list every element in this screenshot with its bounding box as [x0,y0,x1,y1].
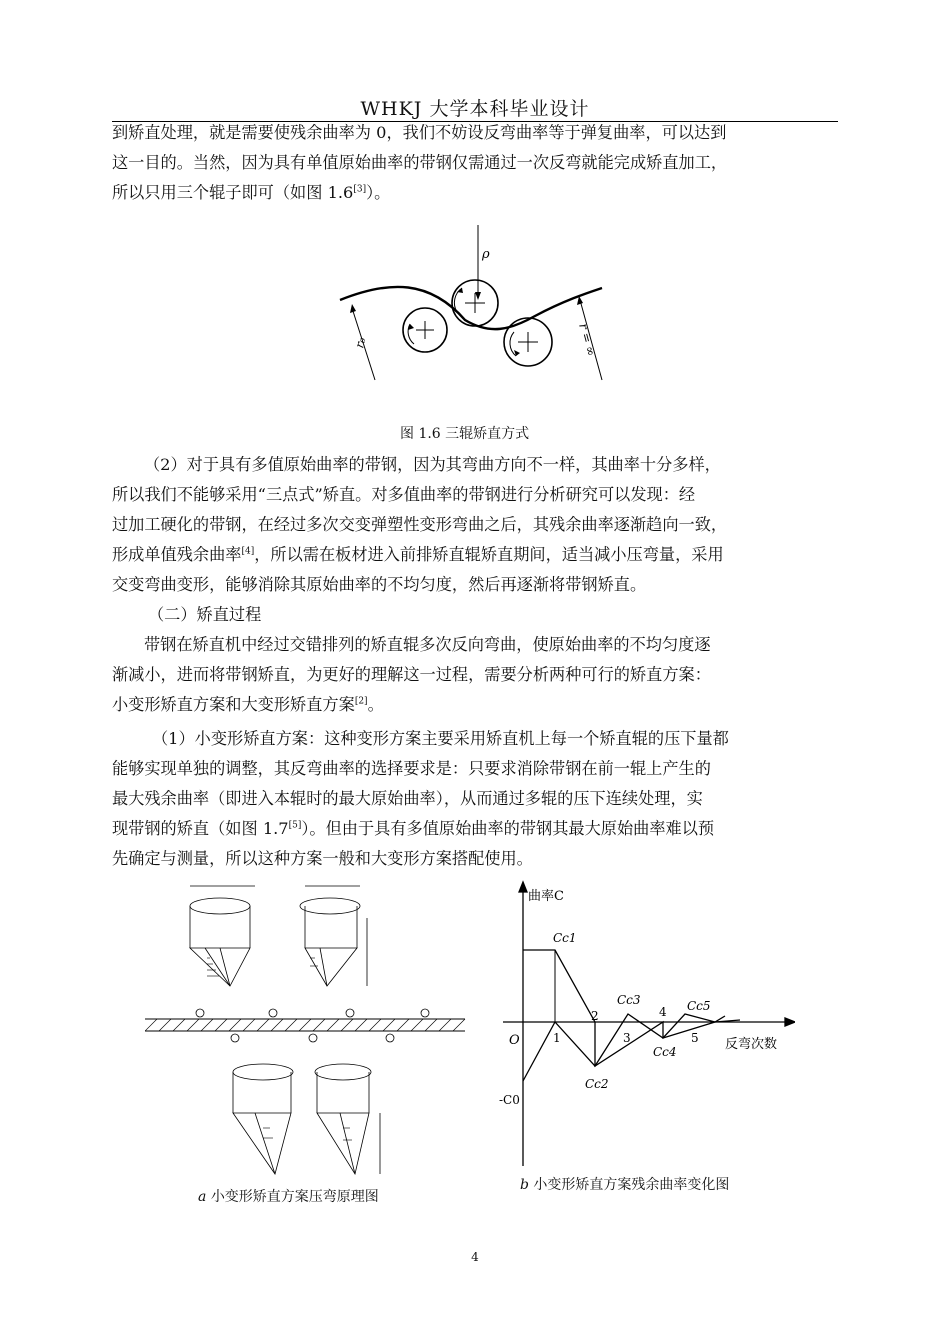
citation-ref[interactable]: [5] [288,820,302,831]
neg-c0-label: -C0 [499,1093,520,1107]
figure-1-7b-caption [520,1174,729,1194]
tick-1: 1 [553,1031,561,1045]
text-line: 渐减小，进而将带钢矫直，为更好的理解这一过程，需要分析两种可行的矫直方案： [112,665,711,684]
text-run: ，所以需在板材进入前排矫直辊矫直期间，适当减小压弯量，采用 [254,545,724,564]
figure-1-6-three-roll [330,220,620,390]
text-line: 先确定与测量，所以这种方案一般和大变形方案搭配使用。 [112,849,533,868]
origin-label: O [509,1033,520,1048]
paragraph-1 [112,118,842,208]
text-run: 。 [367,695,384,714]
text-line [112,540,842,570]
right-roll [504,318,552,366]
text-run: ）。 [366,183,391,202]
label-r0: r₀ [352,335,369,350]
text-line: 所以我们不能够采用“三点式”矫直。对多值曲率的带钢进行分析研究可以发现：经 [112,485,696,504]
tick-4: 4 [659,1005,667,1019]
text-line: 到矫直处理，就是需要使残余曲率为 0，我们不妨设反弯曲率等于弹复曲率，可以达到 [112,123,727,142]
page-number: 4 [471,1250,479,1264]
paragraph-3 [112,630,842,720]
text-line: 最大残余曲率（即进入本辊时的最大原始曲率），从而通过多辊的压下连续处理，实 [112,789,703,808]
label-cc1: Cc1 [553,931,577,945]
text-line [112,178,842,208]
axis-x-label: 反弯次数 [725,1037,778,1052]
text-line: 过加工硬化的带钢，在经过多次交变弹塑性变形弯曲之后，其残余曲率逐渐趋向一致， [112,515,728,534]
citation-ref[interactable]: [4] [241,546,255,557]
tick-5: 5 [691,1031,699,1045]
figure-1-7b-curvature-chart [495,876,795,1176]
text-line [112,814,842,844]
label-rho: ρ [482,247,490,262]
page-header: WHKJ 大学本科毕业设计 [360,98,590,120]
citation-ref[interactable]: [2] [354,696,368,707]
caption-letter: b [520,1177,529,1193]
tick-3: 3 [623,1031,631,1045]
label-cc4: Cc4 [653,1045,677,1059]
axis-y-label: 曲率C [528,889,564,904]
label-rinf: r = ∞ [576,321,599,358]
caption-letter: a [198,1189,207,1205]
text-line: 这一目的。当然，因为具有单值原始曲率的带钢仅需通过一次反弯就能完成矫直加工， [112,153,728,172]
label-cc2: Cc2 [585,1077,609,1091]
top-roll [452,280,498,326]
citation-ref[interactable]: [3] [353,184,367,195]
paragraph-2 [112,450,842,600]
tick-2: 2 [591,1009,599,1023]
text-run: 小变形矫直方案和大变形矫直方案 [112,695,355,714]
paragraph-4 [112,724,842,874]
section-heading: （二）矫直过程 [148,605,262,624]
text-run: 所以只用三个辊子即可（如图 1.6 [112,183,354,202]
label-cc5: Cc5 [687,999,711,1013]
text-run: ）。但由于具有多值原始曲率的带钢其最大原始曲率难以预 [301,819,715,838]
text-line: 能够实现单独的调整，其反弯曲率的选择要求是：只要求消除带钢在前一辊上产生的 [112,759,711,778]
text-line: （1）小变形矫直方案：这种变形方案主要采用矫直机上每一个矫直辊的压下量都 [152,729,729,748]
figure-1-6-caption: 图 1.6 三辊矫直方式 [400,426,530,442]
caption-text: 小变形矫直方案残余曲率变化图 [533,1177,730,1193]
text-line [112,690,842,720]
text-line: （2）对于具有多值原始曲率的带钢，因为其弯曲方向不一样，其曲率十分多样， [144,455,721,474]
strip-curve [340,287,602,329]
caption-text: 小变形矫直方案压弯原理图 [210,1189,379,1205]
text-run: 形成单值残余曲率 [112,545,242,564]
left-roll [403,308,447,352]
text-line: 带钢在矫直机中经过交错排列的矫直辊多次反向弯曲，使原始曲率的不均匀度逐 [144,635,711,654]
label-cc3: Cc3 [617,993,641,1007]
text-run: 现带钢的矫直（如图 1.7 [112,819,289,838]
figure-1-7a-bending-schematic [145,878,475,1178]
text-line: 交变弯曲变形，能够消除其原始曲率的不均匀度，然后再逐渐将带钢矫直。 [112,575,647,594]
figure-1-7a-caption [198,1186,379,1206]
